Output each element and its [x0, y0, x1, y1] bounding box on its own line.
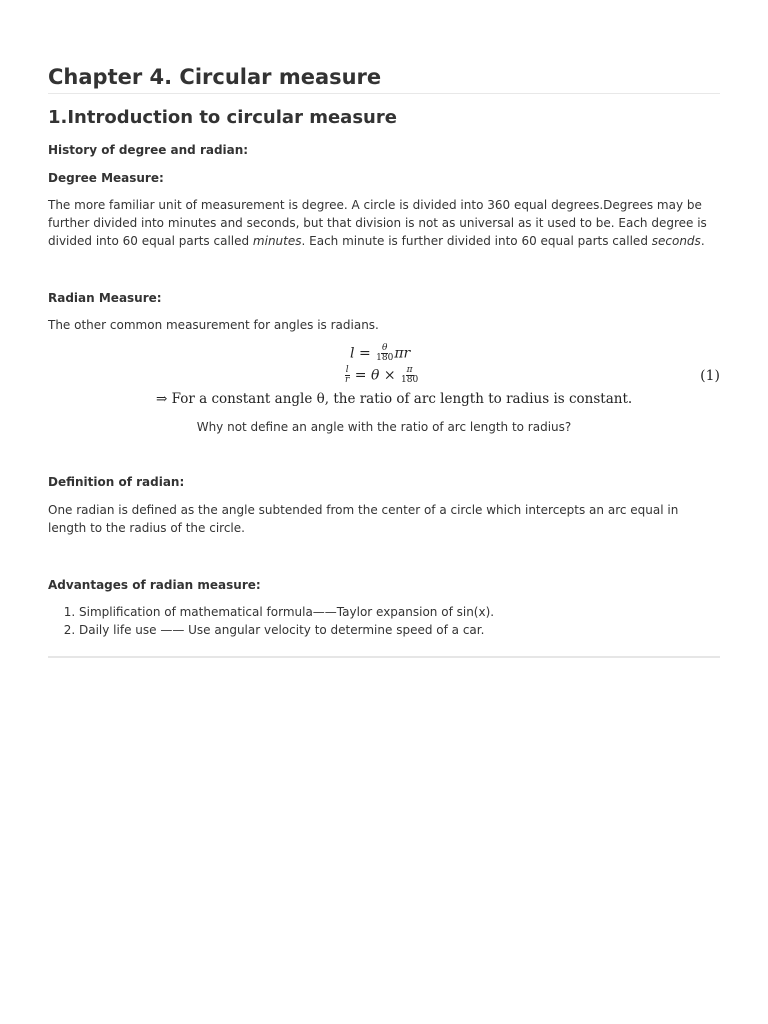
equation-line-1: [350, 344, 410, 363]
article-content: [48, 62, 720, 637]
eq1-lhs: l: [350, 345, 355, 362]
history-label: History of degree and radian:: [48, 143, 249, 157]
minutes-term: minutes: [252, 234, 302, 248]
degree-measure-label: Degree Measure:: [48, 171, 164, 185]
eq1-fraction-numerator: θ: [382, 343, 388, 353]
equation-line-3: ⇒ For a constant angle θ, the ratio of arc length to radius is constant.: [156, 391, 633, 407]
equation-line-2: [344, 366, 419, 385]
list-item: 1. Simplification of mathematical formula——Taylor expansion of sin(x).: [79, 603, 494, 621]
advantages-list: [48, 603, 494, 639]
section-title: 1.Introduction to circular measure: [48, 107, 397, 128]
eq1-fraction: [375, 344, 394, 363]
eq2-right-denominator: 180: [401, 375, 419, 385]
eq2-fraction-right: [400, 366, 419, 385]
degree-text-part1: The more familiar unit of measurement is degree. A circle is divided into 360 equal degrees.Degrees may be further divided into minutes and seconds, but that division is not as universal as it used to be. Each degree is divided into 60 equal parts called: [48, 198, 707, 248]
definition-paragraph: One radian is defined as the angle subtended from the center of a circle which intercepts an arc equal in length to the radius of the circle.: [48, 503, 679, 535]
bottom-divider: [48, 656, 720, 658]
eq2-middle: = θ ×: [354, 367, 396, 384]
degree-text-part3: .: [700, 234, 705, 248]
eq2-fraction-left: [344, 366, 350, 385]
advantages-label: Advantages of radian measure:: [48, 578, 261, 592]
equation-number: (1): [700, 368, 720, 384]
eq1-equals: =: [358, 345, 371, 362]
degree-measure-paragraph: [48, 196, 720, 250]
chapter-title: Chapter 4. Circular measure: [48, 62, 720, 94]
eq2-left-numerator: l: [345, 365, 349, 375]
degree-text-part2: . Each minute is further divided into 60 equal parts called: [301, 234, 652, 248]
eq2-left-denominator: r: [345, 375, 350, 385]
definition-label: Definition of radian:: [48, 475, 185, 489]
eq2-right-numerator: π: [406, 365, 413, 375]
eq1-rhs: πr: [394, 345, 411, 362]
question-text: Why not define an angle with the ratio of arc length to radius?: [196, 420, 572, 434]
list-item: 2. Daily life use —— Use angular velocity to determine speed of a car.: [79, 621, 494, 639]
seconds-term: seconds: [651, 234, 701, 248]
radian-measure-label: Radian Measure:: [48, 291, 162, 305]
eq1-fraction-denominator: 180: [376, 353, 394, 363]
radian-measure-paragraph: The other common measurement for angles is radians.: [48, 318, 379, 332]
